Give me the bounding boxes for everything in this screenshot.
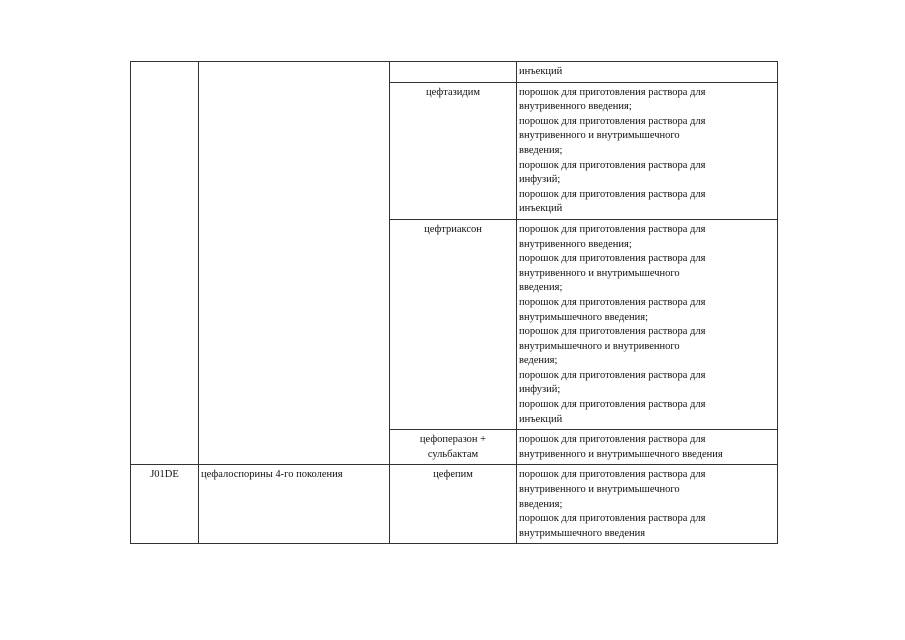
dosage-form-text: порошок для приготовления раствора для инъекций <box>519 399 706 425</box>
atc-code-cell-empty <box>131 62 199 465</box>
dosage-form-text: порошок для приготовления раствора для внутривенного и внутримышечного введения; <box>519 253 706 294</box>
dosage-form-text: порошок для приготовления раствора для внутривенного и внутримышечного введения; <box>519 115 706 156</box>
dosage-form-text: порошок для приготовления раствора для внутримышечного введения <box>519 513 706 539</box>
dosage-form-cell <box>517 430 778 465</box>
dosage-form-cell <box>517 219 778 429</box>
dosage-form-text: порошок для приготовления раствора для инъекций <box>519 188 706 215</box>
dosage-form-text: порошок для приготовления раствора для внутривенного и внутримышечного введения; <box>519 469 706 510</box>
dosage-form-text: порошок для приготовления раствора для внутримышечного и внутривенного ведения; <box>519 326 706 367</box>
drug-name-cell: цефоперазон + сульбактам <box>390 430 517 465</box>
drug-name-cell: цефепим <box>390 465 517 544</box>
dosage-form-text: инъекций <box>519 66 563 77</box>
drug-table <box>130 61 778 544</box>
dosage-form-text: порошок для приготовления раствора для инфузий; <box>519 369 706 396</box>
dosage-form-cell <box>517 465 778 544</box>
drug-name-cell: цефтриаксон <box>390 219 517 429</box>
group-cell <box>199 465 390 544</box>
dosage-form-cell <box>517 82 778 219</box>
table-row <box>131 62 778 83</box>
group-cell-empty <box>199 62 390 465</box>
dosage-form-text: порошок для приготовления раствора для внутривенного введения; <box>519 223 706 250</box>
drug-name-cell <box>390 62 517 83</box>
dosage-form-cell <box>517 62 778 83</box>
atc-code-cell <box>131 465 199 544</box>
group-name: цефалоспорины 4-го поколения <box>201 469 343 481</box>
drug-name-cell: цефтазидим <box>390 82 517 219</box>
dosage-form-text: порошок для приготовления раствора для внутривенного и внутримышечного введения <box>519 434 723 460</box>
dosage-form-text: порошок для приготовления раствора для внутривенного введения; <box>519 86 706 113</box>
dosage-form-text: порошок для приготовления раствора для инфузий; <box>519 159 706 186</box>
table-row <box>131 465 778 544</box>
dosage-form-text: порошок для приготовления раствора для внутримышечного введения; <box>519 296 706 323</box>
atc-code: J01DE <box>150 469 179 481</box>
